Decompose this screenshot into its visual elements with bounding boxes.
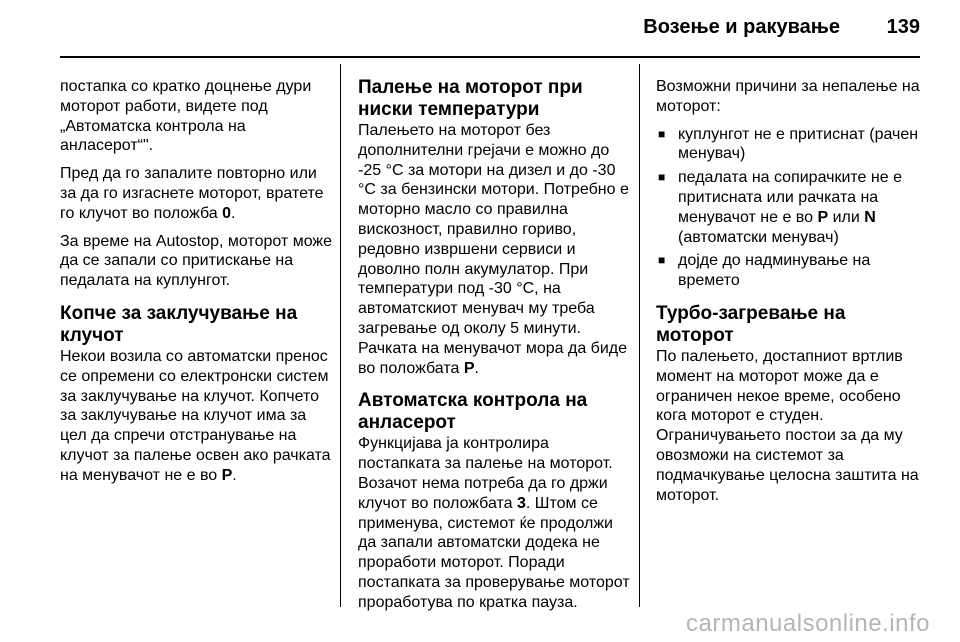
text: Палењето на моторот без дополнителни грејачи е можно до -25 °C за мотори на дизел и до -30 °C за бензински мотори. Потребно е моторно масло со правилна вискозност, правилно гориво, редовно извршени сервиси и доволно полн акумулатор. При температури под -30 °C, на автоматскиот менувач му треба загревање од околу 5 минути. Рачката на менувачот мора да биде во положбата [358,122,629,377]
position-label: P [221,466,233,484]
paragraph: За време на Autostop, моторот може да се запали со притискање на педалата на куплунгот. [60,232,333,290]
text: (автоматски менувач) [678,228,839,246]
text: педалата на сопирачките не е притисната или рачката на менувачот не е во [678,169,902,226]
heading-key-lock: Копче за заклучување на клучот [60,302,298,346]
text: или [828,208,865,226]
text: . Штом се применува, системот ќе продолжи да запали автоматски додека не проработи моторот. Поради постапката за проверување моторот проработува по кратка пауза. [358,494,630,611]
paragraph [60,164,335,223]
position-label: 3 [517,494,526,512]
paragraph [60,347,335,486]
text: Функцијава ја контролира постапката за палење на моторот. Возачот нема потреба да го држи клучот во положбата [358,435,613,512]
position-label: P [817,208,829,226]
text: . [232,466,237,484]
section-title: Возење и ракување [643,16,840,38]
list-item [656,168,926,247]
page-number: 139 [886,16,920,38]
text: Некои возила со автоматски пренос се опремени со електронски систем за заклучување на клучот. Копчето за заклучување на клучот има за цел да спречи отстранување на клучот за палење освен ако рачката на менувачот не е во [60,347,331,484]
paragraph: постапка со кратко доцнење дури моторот работи, видете под „Автоматска контрола на анласерот“". [60,78,312,155]
list-item: ■ куплунгот не е притиснат (рачен менувач) [656,125,926,165]
watermark: carmanualsonline.info [686,610,930,637]
column-divider [340,64,341,607]
heading-cold-start: Палење на моторот при ниски температури [358,77,583,120]
header-rule [60,56,920,58]
paragraph: По палењето, достапниот вртлив момент на моторот може да е ограничен некое време, особено кога моторот е студен. Ограничувањето постои за да му овозможи на системот за подмачкување целосна заштита на моторот. [656,347,919,504]
text: . [474,359,479,377]
column-divider [639,64,640,607]
column-2 [358,77,633,621]
reason-list [656,125,926,291]
text: . [231,204,236,222]
text: Пред да го запалите повторно или за да го изгаснете моторот, вратете го клучот во положба [60,165,324,222]
heading-turbo: Турбо-загревање на моторот [656,302,846,346]
list-item: ■ дојде до надминување на времето [656,251,926,291]
paragraph [358,434,633,612]
position-label: N [864,208,876,226]
paragraph [358,121,633,378]
heading-auto-starter: Автоматска контрола на анласерот [358,390,588,434]
paragraph: Возможни причини за непалење на моторот: [656,78,920,115]
column-1 [60,77,335,494]
position-label: P [463,359,475,377]
column-3 [656,77,926,513]
position-label: 0 [222,204,232,222]
